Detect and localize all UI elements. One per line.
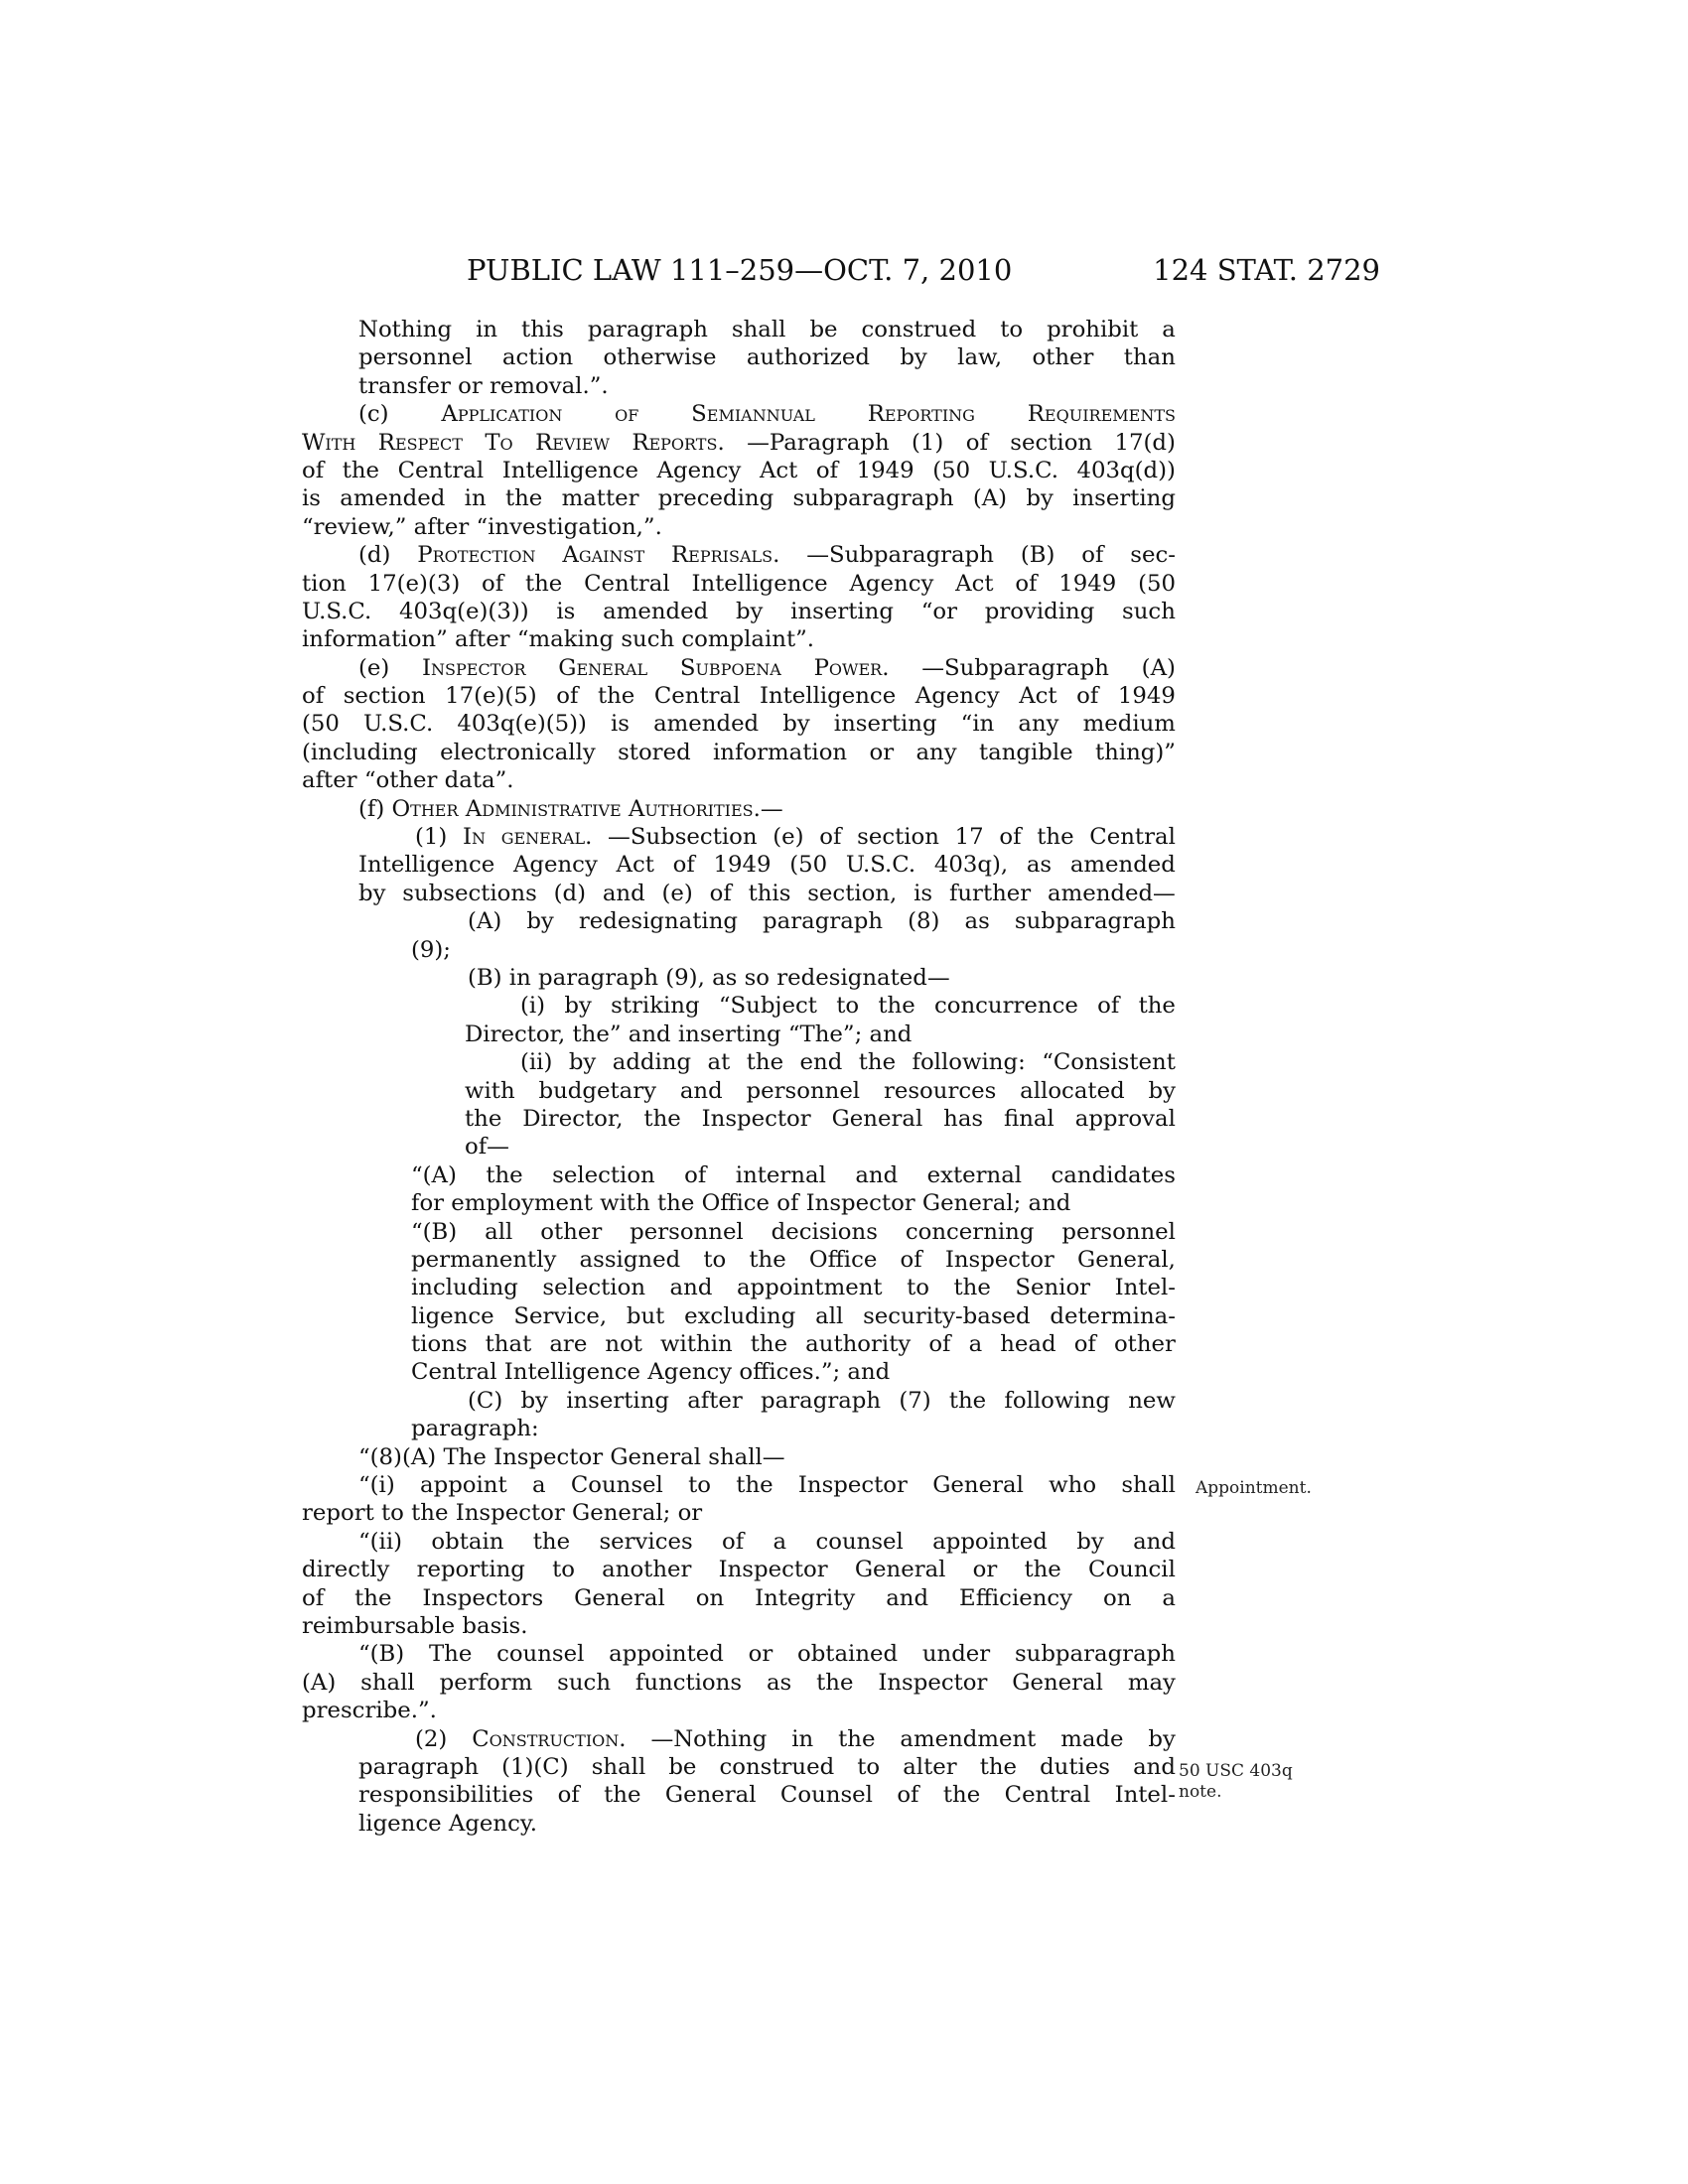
- text-line: of the Central Intelligence Agency Act of 1949 (50 U.S.C. 403q(d)): [302, 457, 1176, 483]
- text-line: (9);: [411, 936, 451, 963]
- text-line: (B) in paragraph (9), as so redesignated—: [468, 964, 950, 991]
- running-header: [467, 250, 1380, 290]
- text-line: “(i) appoint a Counsel to the Inspector General who shall: [358, 1472, 1176, 1499]
- text-line: Central Intelligence Agency offices.”; and: [411, 1359, 891, 1386]
- statute-page-number: 124 STAT. 2729: [1153, 253, 1380, 287]
- text-line: the Director, the Inspector General has final approval: [465, 1105, 1176, 1132]
- text-line: directly reporting to another Inspector General or the Council: [302, 1557, 1176, 1583]
- text-line: Intelligence Agency Act of 1949 (50 U.S.C. 403q), as amended: [358, 852, 1176, 879]
- text-line: With Respect To Review Reports. —Paragraph (1) of section 17(d): [302, 429, 1176, 456]
- text-line: (50 U.S.C. 403q(e)(5)) is amended by inserting “in any medium: [302, 711, 1176, 738]
- margin-note-appointment: Appointment.: [1196, 1478, 1312, 1498]
- text-line: “(B) all other personnel decisions concerning personnel: [411, 1218, 1176, 1245]
- text-line: “(A) the selection of internal and external candidates: [411, 1161, 1176, 1188]
- text-line: “(B) The counsel appointed or obtained under subparagraph: [358, 1641, 1176, 1668]
- text-line: of—: [465, 1134, 509, 1160]
- text-line: (A) by redesignating paragraph (8) as subparagraph: [468, 908, 1176, 935]
- text-line: tion 17(e)(3) of the Central Intelligence Agency Act of 1949 (50: [302, 570, 1176, 597]
- text-line: tions that are not within the authority of a head of other: [411, 1331, 1176, 1358]
- text-line: (ii) by adding at the end the following: “Consistent: [520, 1049, 1176, 1076]
- text-line: (C) by inserting after paragraph (7) the following new: [468, 1387, 1176, 1414]
- text-line: with budgetary and personnel resources allocated by: [465, 1077, 1176, 1104]
- text-line: U.S.C. 403q(e)(3)) is amended by inserting “or providing such: [302, 598, 1176, 624]
- text-line: prescribe.”.: [302, 1698, 437, 1724]
- text-line: (1) In general. —Subsection (e) of section 17 of the Central: [415, 824, 1176, 851]
- text-line: “(8)(A) The Inspector General shall—: [358, 1443, 785, 1470]
- text-line: Director, the” and inserting “The”; and: [465, 1021, 913, 1047]
- text-line: paragraph (1)(C) shall be construed to alter the duties and: [358, 1753, 1176, 1780]
- text-line: Nothing in this paragraph shall be construed to prohibit a: [358, 317, 1176, 342]
- margin-note-usc-note: note.: [1179, 1782, 1222, 1802]
- text-line: (including electronically stored information or any tangible thing)”: [302, 739, 1176, 765]
- text-line: “(ii) obtain the services of a counsel appointed by and: [358, 1528, 1176, 1555]
- text-line: (e) Inspector General Subpoena Power. —Subparagraph (A): [358, 654, 1176, 681]
- text-line: including selection and appointment to the Senior Intel-: [411, 1275, 1176, 1301]
- text-line: (A) shall perform such functions as the Inspector General may: [302, 1669, 1176, 1696]
- text-line: (2) Construction. —Nothing in the amendment made by: [415, 1725, 1176, 1752]
- text-line: of section 17(e)(5) of the Central Intelligence Agency Act of 1949: [302, 683, 1176, 710]
- text-line: reimbursable basis.: [302, 1612, 528, 1639]
- text-line: ligence Service, but excluding all security-based determina-: [411, 1302, 1176, 1329]
- text-line: transfer or removal.”.: [358, 372, 609, 399]
- text-line: ligence Agency.: [358, 1810, 537, 1837]
- text-line: (f) Other Administrative Authorities.—: [358, 795, 783, 822]
- text-line: information” after “making such complaint”.: [302, 626, 815, 653]
- text-line: responsibilities of the General Counsel of the Central Intel-: [358, 1782, 1176, 1809]
- text-line: by subsections (d) and (e) of this section, is further amended—: [358, 880, 1176, 906]
- text-line: paragraph:: [411, 1416, 539, 1442]
- text-line: for employment with the Office of Inspector General; and: [411, 1190, 1071, 1217]
- text-line: report to the Inspector General; or: [302, 1500, 703, 1527]
- margin-note-usc-citation: 50 USC 403q: [1179, 1761, 1293, 1781]
- text-line: of the Inspectors General on Integrity and Efficiency on a: [302, 1584, 1176, 1611]
- text-line: (i) by striking “Subject to the concurrence of the: [520, 993, 1176, 1020]
- text-line: personnel action otherwise authorized by law, other than: [358, 344, 1176, 371]
- text-line: is amended in the matter preceding subparagraph (A) by inserting: [302, 485, 1176, 512]
- statute-body-text: [302, 316, 1176, 1838]
- text-line: (d) Protection Against Reprisals. —Subparagraph (B) of sec-: [358, 542, 1176, 569]
- text-line: “review,” after “investigation,”.: [302, 513, 662, 540]
- text-line: after “other data”.: [302, 767, 514, 794]
- public-law-citation: PUBLIC LAW 111–259—OCT. 7, 2010: [467, 253, 1013, 287]
- text-line: permanently assigned to the Office of Inspector General,: [411, 1246, 1176, 1273]
- text-line: (c) Application of Semiannual Reporting Requirements: [358, 401, 1176, 428]
